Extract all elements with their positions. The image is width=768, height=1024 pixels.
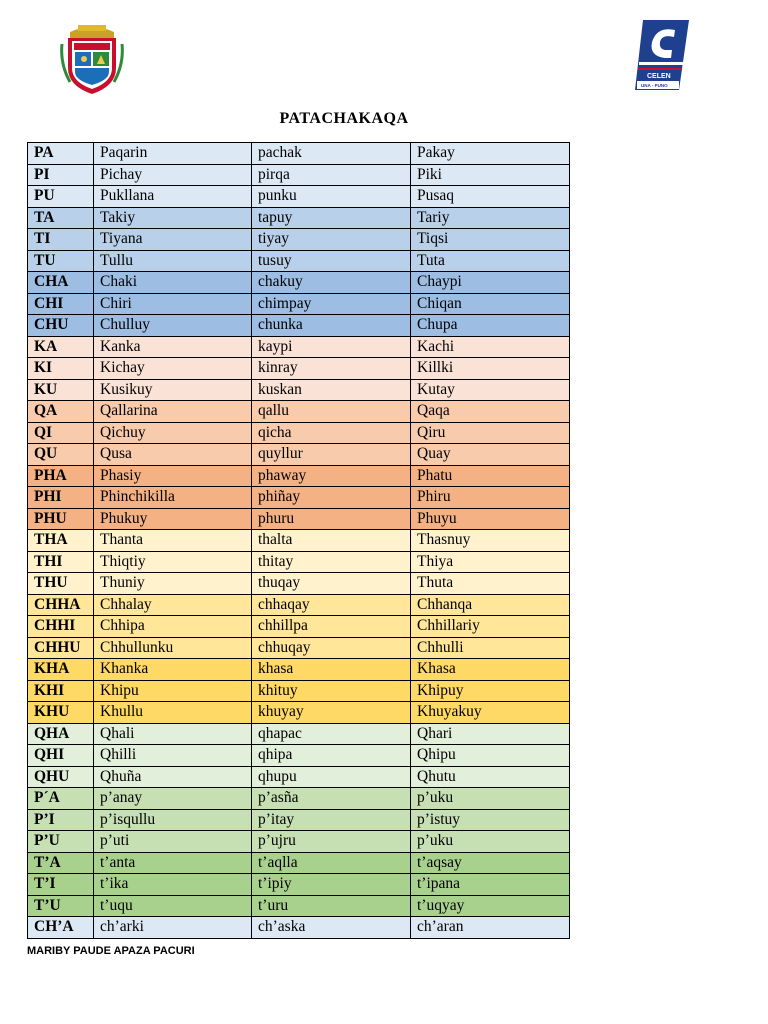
word-cell: Tullu — [94, 250, 252, 272]
word-cell: qhupu — [252, 766, 411, 788]
word-cell: qhapac — [252, 723, 411, 745]
word-cell: ch’aran — [411, 917, 570, 939]
syllable-table — [27, 142, 570, 939]
syllable-cell: P’U — [28, 831, 94, 853]
word-cell: Kanka — [94, 336, 252, 358]
word-cell: p’istuy — [411, 809, 570, 831]
table-row — [28, 852, 570, 874]
word-cell: Pukllana — [94, 186, 252, 208]
table-row — [28, 272, 570, 294]
word-cell: thalta — [252, 530, 411, 552]
word-cell: p’uti — [94, 831, 252, 853]
word-cell: Phinchikilla — [94, 487, 252, 509]
word-cell: Thuta — [411, 573, 570, 595]
syllable-cell: P’I — [28, 809, 94, 831]
word-cell: Qhuña — [94, 766, 252, 788]
table-row — [28, 874, 570, 896]
word-cell: kinray — [252, 358, 411, 380]
word-cell: Tiqsi — [411, 229, 570, 251]
word-cell: qhipa — [252, 745, 411, 767]
word-cell: Kachi — [411, 336, 570, 358]
logo-subtext: UNA - PUNO — [641, 83, 668, 88]
syllable-cell: KHU — [28, 702, 94, 724]
table-row — [28, 702, 570, 724]
word-cell: Chaki — [94, 272, 252, 294]
word-cell: t’ipiy — [252, 874, 411, 896]
word-cell: Chhullunku — [94, 637, 252, 659]
word-cell: Kichay — [94, 358, 252, 380]
word-cell: Thuniy — [94, 573, 252, 595]
word-cell: punku — [252, 186, 411, 208]
word-cell: Khullu — [94, 702, 252, 724]
word-cell: Chupa — [411, 315, 570, 337]
word-cell: p’asña — [252, 788, 411, 810]
word-cell: thuqay — [252, 573, 411, 595]
page-title: PATACHAKAQA — [279, 110, 409, 127]
syllable-cell: TI — [28, 229, 94, 251]
syllable-cell: PA — [28, 143, 94, 165]
word-cell: Pakay — [411, 143, 570, 165]
word-cell: Tiyana — [94, 229, 252, 251]
syllable-cell: CHHI — [28, 616, 94, 638]
word-cell: Qhilli — [94, 745, 252, 767]
word-cell: Qhutu — [411, 766, 570, 788]
word-cell: Chhulli — [411, 637, 570, 659]
word-cell: tiyay — [252, 229, 411, 251]
word-cell: Thasnuy — [411, 530, 570, 552]
table-row — [28, 809, 570, 831]
word-cell: Tariy — [411, 207, 570, 229]
table-row — [28, 723, 570, 745]
word-cell: t’aqsay — [411, 852, 570, 874]
word-cell: qallu — [252, 401, 411, 423]
word-cell: p’uku — [411, 788, 570, 810]
syllable-cell: T’U — [28, 895, 94, 917]
syllable-cell: CHHU — [28, 637, 94, 659]
table-row — [28, 422, 570, 444]
syllable-cell: CHA — [28, 272, 94, 294]
table-row — [28, 229, 570, 251]
word-cell: t’ipana — [411, 874, 570, 896]
celen-logo-icon — [635, 16, 689, 90]
table-row — [28, 788, 570, 810]
word-cell: khituy — [252, 680, 411, 702]
word-cell: Qhali — [94, 723, 252, 745]
table-row — [28, 895, 570, 917]
syllable-cell: THI — [28, 551, 94, 573]
table-row — [28, 745, 570, 767]
word-cell: Khuyakuy — [411, 702, 570, 724]
word-cell: Quay — [411, 444, 570, 466]
word-cell: Phuyu — [411, 508, 570, 530]
syllable-cell: T’A — [28, 852, 94, 874]
table-row — [28, 637, 570, 659]
word-cell: Khipuy — [411, 680, 570, 702]
word-cell: Phukuy — [94, 508, 252, 530]
word-cell: Pusaq — [411, 186, 570, 208]
word-cell: Phiru — [411, 487, 570, 509]
syllable-cell: T’I — [28, 874, 94, 896]
word-cell: p’uku — [411, 831, 570, 853]
word-cell: quyllur — [252, 444, 411, 466]
syllable-cell: KHI — [28, 680, 94, 702]
syllable-cell: CHU — [28, 315, 94, 337]
word-cell: Takiy — [94, 207, 252, 229]
word-cell: Qhipu — [411, 745, 570, 767]
syllable-cell: TA — [28, 207, 94, 229]
word-cell: Chaypi — [411, 272, 570, 294]
word-cell: p’anay — [94, 788, 252, 810]
table-row — [28, 680, 570, 702]
syllable-cell: QI — [28, 422, 94, 444]
table-row — [28, 186, 570, 208]
municipal-coat-of-arms-icon — [60, 24, 124, 96]
word-cell: kaypi — [252, 336, 411, 358]
table-row — [28, 465, 570, 487]
table-row — [28, 401, 570, 423]
table-row — [28, 616, 570, 638]
word-cell: Qusa — [94, 444, 252, 466]
word-cell: t’uqyay — [411, 895, 570, 917]
word-cell: Khasa — [411, 659, 570, 681]
syllable-table-body — [28, 143, 570, 939]
word-cell: tusuy — [252, 250, 411, 272]
word-cell: Chiqan — [411, 293, 570, 315]
syllable-cell: THU — [28, 573, 94, 595]
word-cell: Khipu — [94, 680, 252, 702]
word-cell: Tuta — [411, 250, 570, 272]
table-row — [28, 379, 570, 401]
syllable-cell: QHI — [28, 745, 94, 767]
word-cell: Khanka — [94, 659, 252, 681]
word-cell: phiñay — [252, 487, 411, 509]
word-cell: Chhanqa — [411, 594, 570, 616]
word-cell: chhuqay — [252, 637, 411, 659]
word-cell: p’isqullu — [94, 809, 252, 831]
word-cell: Chiri — [94, 293, 252, 315]
word-cell: chakuy — [252, 272, 411, 294]
word-cell: Chhalay — [94, 594, 252, 616]
word-cell: Qichuy — [94, 422, 252, 444]
word-cell: ch’aska — [252, 917, 411, 939]
syllable-cell: THA — [28, 530, 94, 552]
syllable-cell: P´A — [28, 788, 94, 810]
word-cell: t’anta — [94, 852, 252, 874]
syllable-cell: KI — [28, 358, 94, 380]
word-cell: Qiru — [411, 422, 570, 444]
syllable-cell: CH’A — [28, 917, 94, 939]
word-cell: phuru — [252, 508, 411, 530]
syllable-cell: QHA — [28, 723, 94, 745]
table-row — [28, 831, 570, 853]
word-cell: Pichay — [94, 164, 252, 186]
word-cell: chimpay — [252, 293, 411, 315]
syllable-cell: QA — [28, 401, 94, 423]
word-cell: Kutay — [411, 379, 570, 401]
word-cell: t’ika — [94, 874, 252, 896]
table-row — [28, 917, 570, 939]
word-cell: Qhari — [411, 723, 570, 745]
word-cell: khasa — [252, 659, 411, 681]
word-cell: Chhipa — [94, 616, 252, 638]
table-row — [28, 594, 570, 616]
word-cell: Thiqtiy — [94, 551, 252, 573]
word-cell: Kusikuy — [94, 379, 252, 401]
table-row — [28, 164, 570, 186]
word-cell: Chulluy — [94, 315, 252, 337]
word-cell: Phasiy — [94, 465, 252, 487]
table-row — [28, 573, 570, 595]
syllable-cell: CHI — [28, 293, 94, 315]
word-cell: ch’arki — [94, 917, 252, 939]
word-cell: Killki — [411, 358, 570, 380]
syllable-cell: CHHA — [28, 594, 94, 616]
syllable-cell: PU — [28, 186, 94, 208]
table-row — [28, 766, 570, 788]
author-name: MARIBY PAUDE APAZA PACURI — [27, 945, 195, 957]
word-cell: Piki — [411, 164, 570, 186]
table-row — [28, 444, 570, 466]
table-row — [28, 487, 570, 509]
table-row — [28, 659, 570, 681]
table-row — [28, 207, 570, 229]
word-cell: tapuy — [252, 207, 411, 229]
word-cell: t’aqlla — [252, 852, 411, 874]
syllable-cell: QU — [28, 444, 94, 466]
word-cell: chhillpa — [252, 616, 411, 638]
syllable-cell: TU — [28, 250, 94, 272]
word-cell: pirqa — [252, 164, 411, 186]
word-cell: Qallarina — [94, 401, 252, 423]
word-cell: Phatu — [411, 465, 570, 487]
table-row — [28, 358, 570, 380]
table-row — [28, 293, 570, 315]
syllable-cell: QHU — [28, 766, 94, 788]
word-cell: p’ujru — [252, 831, 411, 853]
word-cell: chunka — [252, 315, 411, 337]
word-cell: kuskan — [252, 379, 411, 401]
word-cell: t’uqu — [94, 895, 252, 917]
word-cell: Thanta — [94, 530, 252, 552]
table-row — [28, 508, 570, 530]
word-cell: Thiya — [411, 551, 570, 573]
word-cell: Chhillariy — [411, 616, 570, 638]
table-row — [28, 530, 570, 552]
word-cell: p’itay — [252, 809, 411, 831]
syllable-cell: PI — [28, 164, 94, 186]
table-row — [28, 336, 570, 358]
table-row — [28, 551, 570, 573]
word-cell: pachak — [252, 143, 411, 165]
logo-wordmark: CELEN — [647, 73, 671, 80]
syllable-cell: PHU — [28, 508, 94, 530]
table-row — [28, 250, 570, 272]
word-cell: khuyay — [252, 702, 411, 724]
word-cell: phaway — [252, 465, 411, 487]
word-cell: Qaqa — [411, 401, 570, 423]
word-cell: qicha — [252, 422, 411, 444]
syllable-cell: KHA — [28, 659, 94, 681]
syllable-cell: KU — [28, 379, 94, 401]
word-cell: chhaqay — [252, 594, 411, 616]
word-cell: thitay — [252, 551, 411, 573]
table-row — [28, 315, 570, 337]
table-row — [28, 143, 570, 165]
syllable-cell: KA — [28, 336, 94, 358]
syllable-cell: PHA — [28, 465, 94, 487]
word-cell: t’uru — [252, 895, 411, 917]
word-cell: Paqarin — [94, 143, 252, 165]
syllable-cell: PHI — [28, 487, 94, 509]
